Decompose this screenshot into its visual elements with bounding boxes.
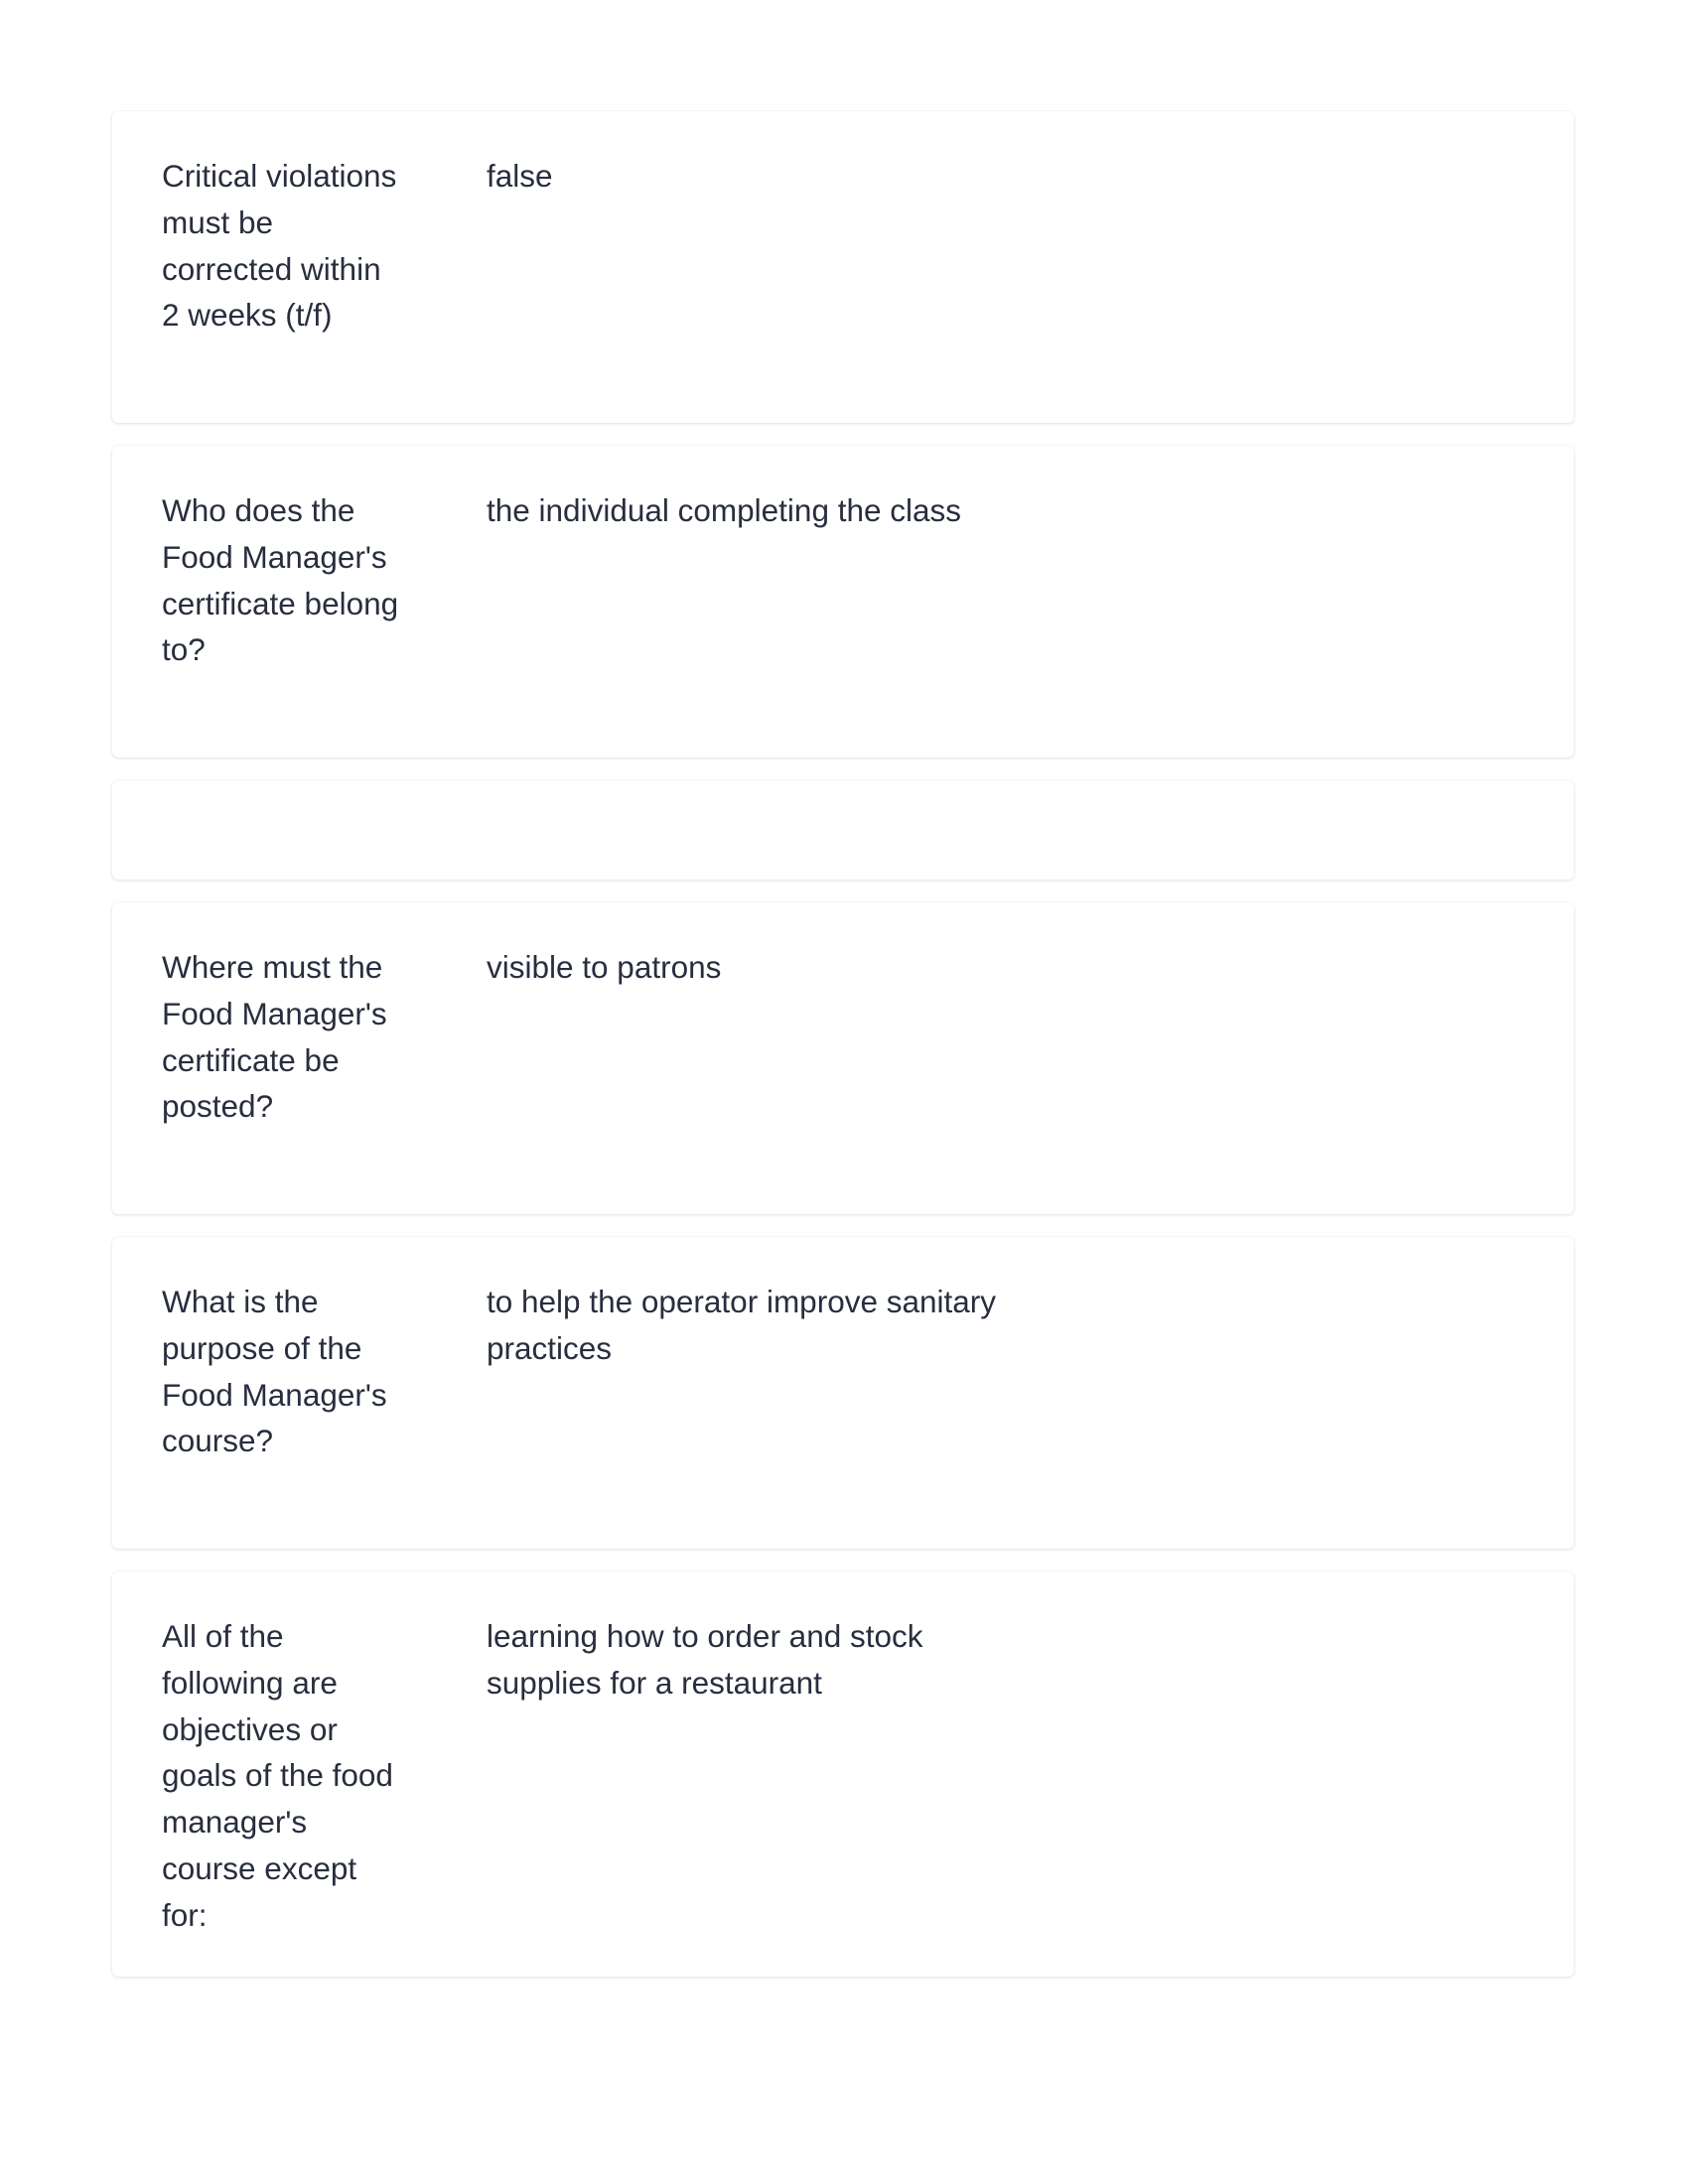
- flashcard-definition: to help the operator improve sanitary practices: [487, 1284, 997, 1366]
- flashcard: [112, 1571, 1574, 1977]
- flashcard-term: All of the following are objectives or goals of the food manager's course except for:: [162, 1618, 393, 1933]
- flashcard: [112, 1237, 1574, 1549]
- flashcard: [112, 111, 1574, 423]
- flashcard: [112, 446, 1574, 757]
- flashcard-definition: false: [487, 158, 553, 194]
- flashcard-term: What is the purpose of the Food Manager's course?: [162, 1284, 387, 1459]
- flashcard-definition: visible to patrons: [487, 949, 722, 985]
- flashcard-list: [112, 111, 1574, 1999]
- flashcard-term: Who does the Food Manager's certificate belong to?: [162, 492, 399, 668]
- flashcard-definition: the individual completing the class: [487, 492, 962, 528]
- flashcard: [112, 902, 1574, 1214]
- flashcard-term: Where must the Food Manager's certificate be posted?: [162, 949, 387, 1125]
- flashcard-empty: [112, 780, 1574, 880]
- flashcard-definition: learning how to order and stock supplies for a restaurant: [487, 1618, 923, 1701]
- flashcard-term: Critical violations must be corrected within 2 weeks (t/f): [162, 158, 397, 334]
